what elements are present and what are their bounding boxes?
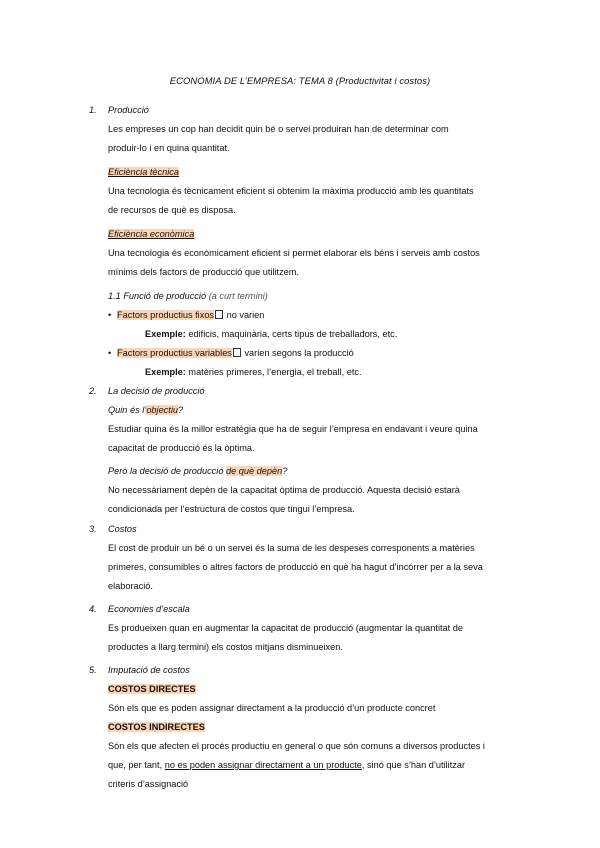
subheading-eficiencia-economica: Eficiència econòmica bbox=[108, 229, 195, 239]
bullet-highlight: Factors productius variables bbox=[117, 348, 232, 358]
paragraph-line: condicionada per l’estructura de costos que tingui l’empresa. bbox=[108, 504, 355, 514]
question-mark: ? bbox=[177, 405, 184, 415]
example-label: Exemple: bbox=[145, 329, 186, 339]
text-segment: que, per tant, bbox=[108, 760, 165, 770]
bullet-fixed-factors bbox=[108, 306, 548, 325]
bullet-text: varien segons la producció bbox=[241, 348, 354, 358]
paragraph-line: Són els que afecten el procés productiu en general o que són comuns a diversos productes i bbox=[108, 741, 485, 751]
bullet-text: no varien bbox=[224, 310, 265, 320]
example-line bbox=[108, 325, 548, 344]
label-costos-indirectes: COSTOS INDIRECTES bbox=[108, 722, 205, 732]
checkbox-glyph-icon bbox=[233, 348, 241, 357]
block-eficiencia-tecnica bbox=[108, 163, 548, 220]
paragraph-line: Són els que es poden assignar directament a la producció d’un producte concret bbox=[108, 703, 436, 713]
question-highlight: de què depèn bbox=[225, 466, 283, 476]
paragraph-line: criteris d’assignació bbox=[108, 779, 189, 789]
section-heading: Imputació de costos bbox=[108, 665, 190, 675]
question-highlight: objectiu bbox=[146, 405, 178, 415]
question-text: Quin és l’ bbox=[108, 405, 147, 415]
question-mark: ? bbox=[282, 466, 288, 476]
label-costos-directes: COSTOS DIRECTES bbox=[108, 684, 196, 694]
paragraph-line: Les empreses un cop han decidit quin bé o servei produiran han de determinar com bbox=[108, 124, 449, 134]
section-costos bbox=[89, 520, 548, 596]
paragraph-line: Es produeixen quan en augmentar la capacitat de producció (augmentar la quantitat de bbox=[108, 623, 463, 633]
section-heading: Producció bbox=[108, 105, 149, 115]
paragraph-line: productes a llarg termini) els costos mitjans disminueixen. bbox=[108, 642, 343, 652]
bullet-icon: • bbox=[108, 310, 112, 320]
document-title: ECONOMIA DE L’EMPRESA: TEMA 8 (Productivitat i costos) bbox=[169, 75, 431, 86]
example-text: edificis, maquinària, certs tipus de treballadors, etc. bbox=[185, 329, 398, 339]
subheading-eficiencia-tecnica: Eficiència tècnica bbox=[108, 167, 179, 177]
paragraph-line bbox=[108, 756, 548, 775]
subsection-qualifier: (a curt termini) bbox=[208, 291, 268, 301]
paragraph-line: Estudiar quina és la millor estratègia que ha de seguir l’empresa en endavant i veure quina bbox=[108, 424, 478, 434]
question-text: Però la decisió de producció bbox=[108, 466, 226, 476]
section-heading: La decisió de producció bbox=[108, 386, 205, 396]
underlined-text: no es poden assignar directament a un producte bbox=[164, 760, 362, 770]
bullet-highlight: Factors productius fixos bbox=[117, 310, 215, 320]
section-number: 1. bbox=[89, 105, 97, 115]
section-number: 3. bbox=[89, 524, 97, 534]
paragraph-line: primeres, consumibles o altres factors de producció en què ha hagut d’incórrer per a la seva bbox=[108, 562, 483, 572]
section-decisio-produccio bbox=[89, 382, 548, 458]
section-number: 2. bbox=[89, 386, 97, 396]
checkbox-glyph-icon bbox=[215, 310, 223, 319]
bullet-variable-factors bbox=[108, 344, 548, 363]
question-objectiu bbox=[108, 401, 548, 420]
section-heading: Costos bbox=[108, 524, 137, 534]
paragraph-line: Una tecnologia és tècnicament eficient si obtenim la màxima producció amb les quantitats bbox=[108, 186, 474, 196]
section-produccio bbox=[89, 101, 548, 158]
section-number: 4. bbox=[89, 604, 97, 614]
paragraph-line: capacitat de producció és la òptima. bbox=[108, 443, 255, 453]
section-number: 5. bbox=[89, 665, 97, 675]
paragraph-line: elaboració. bbox=[108, 581, 153, 591]
subsection-title: 1.1 Funció de producció bbox=[108, 291, 207, 301]
bullet-icon: • bbox=[108, 348, 112, 358]
block-depen bbox=[108, 462, 548, 519]
section-economies-escala bbox=[89, 600, 548, 657]
block-eficiencia-economica bbox=[108, 225, 548, 282]
paragraph-line: produir-lo i en quina quantitat. bbox=[108, 143, 230, 153]
paragraph-line: de recursos de què es disposa. bbox=[108, 205, 236, 215]
paragraph-line: Una tecnologia és econòmicament eficient si permet elaborar els béns i serveis amb costos bbox=[108, 248, 480, 258]
example-line bbox=[108, 363, 548, 382]
example-text: matèries primeres, l’energia, el treball, etc. bbox=[185, 367, 362, 377]
paragraph-line: No necessàriament depèn de la capacitat òptima de producció. Aquesta decisió estarà bbox=[108, 485, 460, 495]
text-segment: , sinó que s’han d’utilitzar bbox=[361, 760, 466, 770]
section-heading: Economies d’escala bbox=[108, 604, 190, 614]
example-label: Exemple: bbox=[145, 367, 186, 377]
paragraph-line: El cost de produir un bé o un servei és la suma de les despeses corresponents a matèries bbox=[108, 543, 475, 553]
section-imputacio-costos bbox=[89, 661, 548, 794]
block-funcio-produccio bbox=[108, 287, 548, 382]
paragraph-line: mínims dels factors de producció que utilitzem. bbox=[108, 267, 299, 277]
question-depen bbox=[108, 462, 548, 481]
